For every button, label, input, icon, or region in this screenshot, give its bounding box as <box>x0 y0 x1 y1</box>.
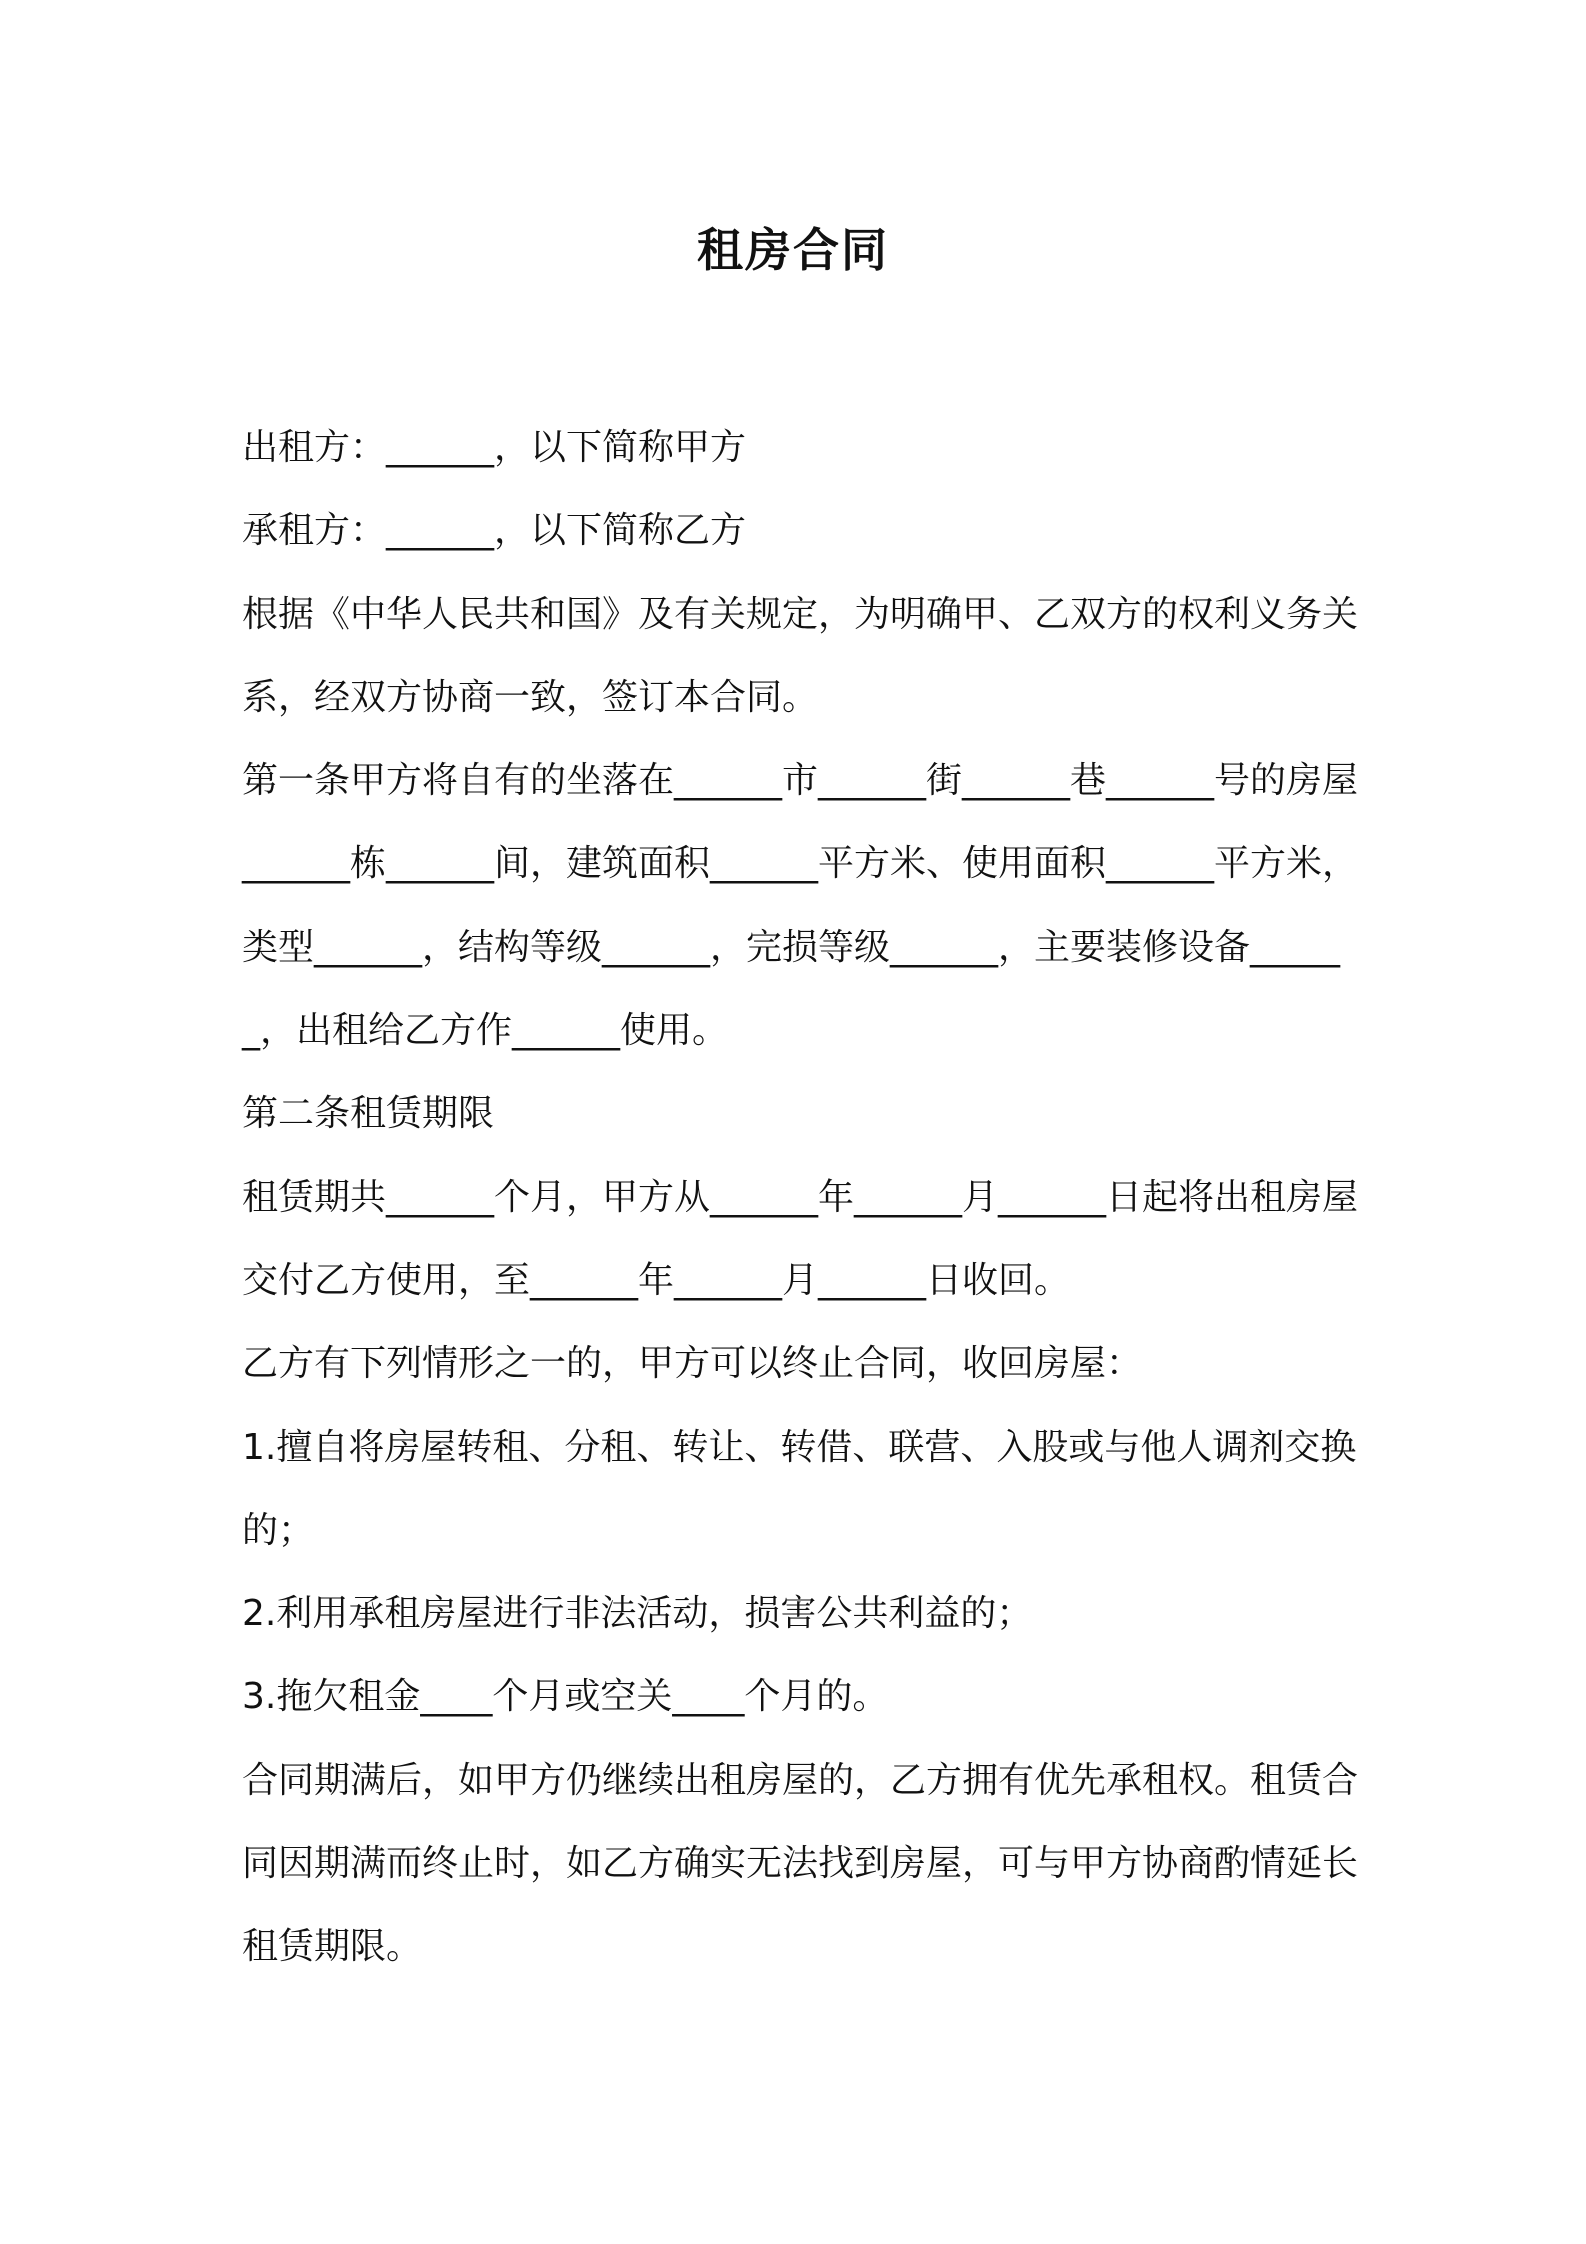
termination-item-2: 2.利用承租房屋进行非法活动，损害公共利益的； <box>242 1593 1033 1635</box>
lease-term-paragraph: 租赁期共______个月，甲方从______年______月______日起将出租房屋交付乙方使用，至______年______月______日收回。 <box>242 1176 1359 1301</box>
renewal-paragraph: 合同期满后，如甲方仍继续出租房屋的，乙方拥有优先承租权。租赁合同因期满而终止时，如乙方确实无法找到房屋，可与甲方协商酌情延长租赁期限。 <box>242 1759 1359 1968</box>
document-body <box>242 406 1360 1989</box>
lessee-line: 承租方：______，以下简称乙方 <box>242 510 747 552</box>
termination-item-1: 1.擅自将房屋转租、分租、转让、转借、联营、入股或与他人调剂交换的； <box>242 1426 1357 1551</box>
article-2-heading: 第二条租赁期限 <box>242 1093 495 1135</box>
lessor-line: 出租方：______，以下简称甲方 <box>242 427 747 468</box>
document-title: 租房合同 <box>697 223 889 277</box>
termination-item-3: 3.拖欠租金____个月或空关____个月的。 <box>242 1676 889 1718</box>
termination-intro-paragraph: 乙方有下列情形之一的，甲方可以终止合同，收回房屋： <box>242 1343 1143 1385</box>
preamble-paragraph: 根据《中华人民共和国》及有关规定，为明确甲、乙双方的权利义务关系，经双方协商一致，签订本合同。 <box>242 593 1359 718</box>
article-1-paragraph: 第一条甲方将自有的坐落在______市______街______巷______号的房屋______栋______间，建筑面积______平方米、使用面积______平方米，类型______，结构等级______，完损等级______，主要装修设备______，出租给乙方作______使用。 <box>242 760 1359 1052</box>
